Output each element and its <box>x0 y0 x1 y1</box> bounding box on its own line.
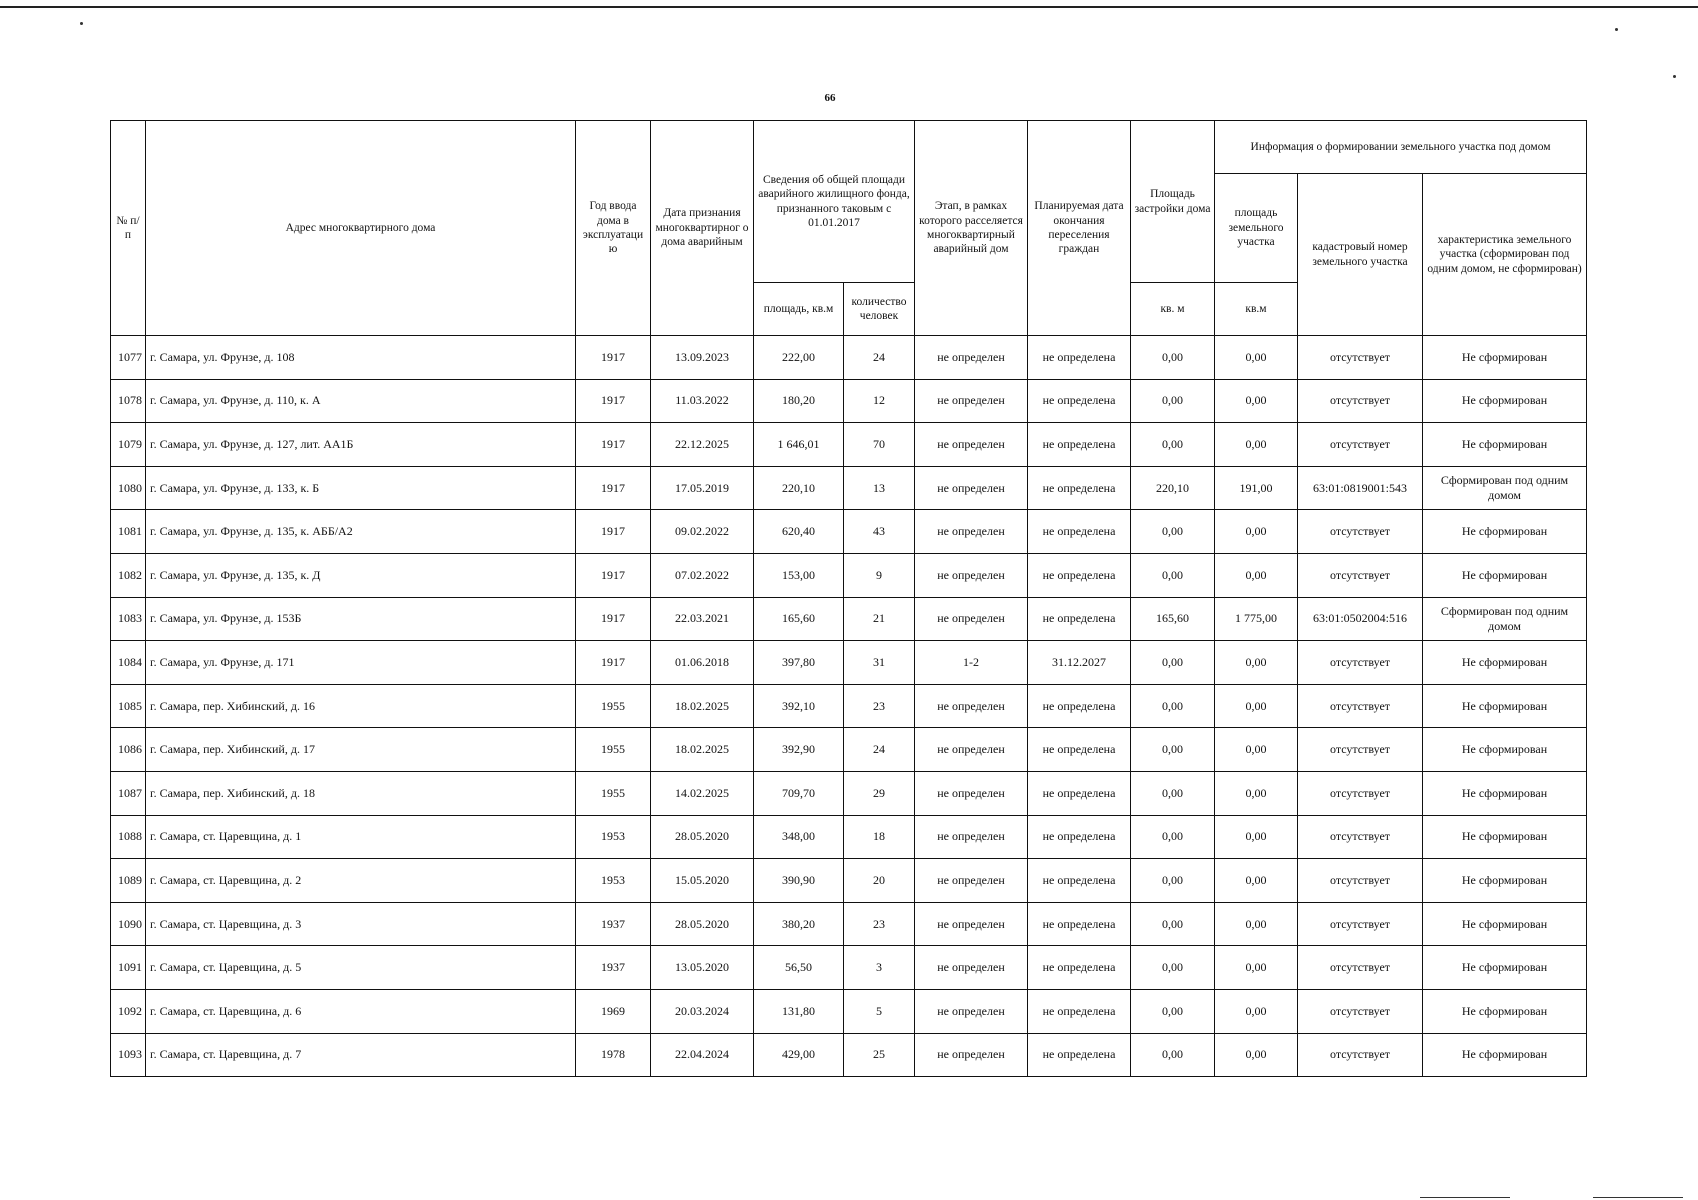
recognition-date-cell: 14.02.2025 <box>651 771 754 815</box>
people-cell: 24 <box>844 728 915 772</box>
people-cell: 23 <box>844 902 915 946</box>
stage-cell: не определен <box>915 553 1028 597</box>
address-cell: г. Самара, пер. Хибинский, д. 16 <box>146 684 576 728</box>
cadastral-cell: отсутствует <box>1298 1033 1423 1077</box>
building-area-cell: 0,00 <box>1131 771 1215 815</box>
status-cell: Не сформирован <box>1423 1033 1587 1077</box>
cadastral-cell: отсутствует <box>1298 902 1423 946</box>
status-cell: Не сформирован <box>1423 728 1587 772</box>
year-cell: 1955 <box>576 728 651 772</box>
table-row <box>111 597 1587 641</box>
area-cell: 392,10 <box>754 684 844 728</box>
address-cell: г. Самара, ул. Фрунзе, д. 110, к. А <box>146 379 576 423</box>
year-cell: 1917 <box>576 466 651 510</box>
land-area-cell: 0,00 <box>1215 423 1298 467</box>
header-building-area: Площадь застройки дома <box>1131 121 1215 283</box>
row-number: 1078 <box>111 379 146 423</box>
area-cell: 380,20 <box>754 902 844 946</box>
header-year: Год ввода дома в эксплуатаци ю <box>576 121 651 336</box>
table-row <box>111 336 1587 380</box>
status-cell: Сформирован под одним домом <box>1423 466 1587 510</box>
address-cell: г. Самара, ст. Царевщина, д. 5 <box>146 946 576 990</box>
emergency-housing-table <box>110 120 1587 1077</box>
recognition-date-cell: 18.02.2025 <box>651 684 754 728</box>
table-row <box>111 641 1587 685</box>
row-number: 1083 <box>111 597 146 641</box>
table-row <box>111 510 1587 554</box>
planned-date-cell: не определена <box>1028 684 1131 728</box>
address-cell: г. Самара, ул. Фрунзе, д. 133, к. Б <box>146 466 576 510</box>
row-number: 1090 <box>111 902 146 946</box>
people-cell: 12 <box>844 379 915 423</box>
cadastral-cell: отсутствует <box>1298 379 1423 423</box>
row-number: 1077 <box>111 336 146 380</box>
header-area-sqm: площадь, кв.м <box>754 283 844 336</box>
cadastral-cell: отсутствует <box>1298 859 1423 903</box>
address-cell: г. Самара, ст. Царевщина, д. 2 <box>146 859 576 903</box>
land-area-cell: 0,00 <box>1215 989 1298 1033</box>
recognition-date-cell: 07.02.2022 <box>651 553 754 597</box>
scan-speck <box>1673 75 1676 78</box>
table-row <box>111 859 1587 903</box>
building-area-cell: 0,00 <box>1131 815 1215 859</box>
stage-cell: не определен <box>915 728 1028 772</box>
status-cell: Не сформирован <box>1423 902 1587 946</box>
year-cell: 1953 <box>576 815 651 859</box>
stage-cell: не определен <box>915 859 1028 903</box>
building-area-cell: 0,00 <box>1131 423 1215 467</box>
building-area-cell: 0,00 <box>1131 684 1215 728</box>
land-area-cell: 0,00 <box>1215 902 1298 946</box>
building-area-cell: 0,00 <box>1131 510 1215 554</box>
recognition-date-cell: 22.03.2021 <box>651 597 754 641</box>
land-area-cell: 0,00 <box>1215 946 1298 990</box>
stage-cell: не определен <box>915 1033 1028 1077</box>
area-cell: 429,00 <box>754 1033 844 1077</box>
row-number: 1089 <box>111 859 146 903</box>
land-area-cell: 0,00 <box>1215 379 1298 423</box>
area-cell: 390,90 <box>754 859 844 903</box>
planned-date-cell: не определена <box>1028 815 1131 859</box>
people-cell: 13 <box>844 466 915 510</box>
people-cell: 18 <box>844 815 915 859</box>
scan-mark <box>1593 1197 1683 1198</box>
land-area-cell: 0,00 <box>1215 859 1298 903</box>
status-cell: Не сформирован <box>1423 379 1587 423</box>
scan-mark <box>1420 1197 1510 1198</box>
cadastral-cell: отсутствует <box>1298 423 1423 467</box>
recognition-date-cell: 28.05.2020 <box>651 902 754 946</box>
land-area-cell: 1 775,00 <box>1215 597 1298 641</box>
people-cell: 31 <box>844 641 915 685</box>
area-cell: 180,20 <box>754 379 844 423</box>
address-cell: г. Самара, пер. Хибинский, д. 17 <box>146 728 576 772</box>
year-cell: 1955 <box>576 771 651 815</box>
year-cell: 1969 <box>576 989 651 1033</box>
recognition-date-cell: 22.12.2025 <box>651 423 754 467</box>
building-area-cell: 220,10 <box>1131 466 1215 510</box>
status-cell: Не сформирован <box>1423 946 1587 990</box>
cadastral-cell: 63:01:0502004:516 <box>1298 597 1423 641</box>
header-land-area: площадь земельного участка <box>1215 174 1298 283</box>
address-cell: г. Самара, ст. Царевщина, д. 1 <box>146 815 576 859</box>
year-cell: 1917 <box>576 510 651 554</box>
area-cell: 1 646,01 <box>754 423 844 467</box>
address-cell: г. Самара, ул. Фрунзе, д. 171 <box>146 641 576 685</box>
stage-cell: 1-2 <box>915 641 1028 685</box>
area-cell: 131,80 <box>754 989 844 1033</box>
cadastral-cell: отсутствует <box>1298 728 1423 772</box>
planned-date-cell: не определена <box>1028 946 1131 990</box>
area-cell: 220,10 <box>754 466 844 510</box>
year-cell: 1917 <box>576 336 651 380</box>
land-area-cell: 0,00 <box>1215 771 1298 815</box>
people-cell: 5 <box>844 989 915 1033</box>
address-cell: г. Самара, ул. Фрунзе, д. 127, лит. АА1Б <box>146 423 576 467</box>
address-cell: г. Самара, ул. Фрунзе, д. 135, к. АББ/А2 <box>146 510 576 554</box>
row-number: 1092 <box>111 989 146 1033</box>
cadastral-cell: отсутствует <box>1298 641 1423 685</box>
planned-date-cell: не определена <box>1028 466 1131 510</box>
year-cell: 1917 <box>576 641 651 685</box>
building-area-cell: 0,00 <box>1131 902 1215 946</box>
building-area-cell: 0,00 <box>1131 859 1215 903</box>
planned-date-cell: не определена <box>1028 1033 1131 1077</box>
stage-cell: не определен <box>915 466 1028 510</box>
land-area-cell: 0,00 <box>1215 684 1298 728</box>
row-number: 1085 <box>111 684 146 728</box>
planned-date-cell: не определена <box>1028 771 1131 815</box>
header-cadastral: кадастровый номер земельного участка <box>1298 174 1423 336</box>
year-cell: 1953 <box>576 859 651 903</box>
stage-cell: не определен <box>915 510 1028 554</box>
status-cell: Сформирован под одним домом <box>1423 597 1587 641</box>
planned-date-cell: не определена <box>1028 902 1131 946</box>
year-cell: 1917 <box>576 553 651 597</box>
people-cell: 9 <box>844 553 915 597</box>
address-cell: г. Самара, ст. Царевщина, д. 3 <box>146 902 576 946</box>
stage-cell: не определен <box>915 815 1028 859</box>
recognition-date-cell: 15.05.2020 <box>651 859 754 903</box>
table-row <box>111 771 1587 815</box>
status-cell: Не сформирован <box>1423 815 1587 859</box>
row-number: 1084 <box>111 641 146 685</box>
land-area-cell: 0,00 <box>1215 815 1298 859</box>
row-number: 1087 <box>111 771 146 815</box>
header-land-area-unit: кв.м <box>1215 283 1298 336</box>
row-number: 1093 <box>111 1033 146 1077</box>
status-cell: Не сформирован <box>1423 423 1587 467</box>
header-recognition-date: Дата признания многоквартирног о дома аварийным <box>651 121 754 336</box>
land-area-cell: 191,00 <box>1215 466 1298 510</box>
table-body <box>111 336 1587 1077</box>
people-cell: 25 <box>844 1033 915 1077</box>
people-cell: 21 <box>844 597 915 641</box>
cadastral-cell: отсутствует <box>1298 946 1423 990</box>
cadastral-cell: отсутствует <box>1298 771 1423 815</box>
building-area-cell: 165,60 <box>1131 597 1215 641</box>
table-row <box>111 815 1587 859</box>
stage-cell: не определен <box>915 902 1028 946</box>
scan-speck <box>1615 28 1618 31</box>
cadastral-cell: 63:01:0819001:543 <box>1298 466 1423 510</box>
stage-cell: не определен <box>915 597 1028 641</box>
table-row <box>111 684 1587 728</box>
header-housing-info: Сведения об общей площади аварийного жилищного фонда, признанного таковым с 01.01.2017 <box>754 121 915 283</box>
table-row <box>111 466 1587 510</box>
address-cell: г. Самара, ул. Фрунзе, д. 108 <box>146 336 576 380</box>
area-cell: 709,70 <box>754 771 844 815</box>
recognition-date-cell: 13.05.2020 <box>651 946 754 990</box>
planned-date-cell: не определена <box>1028 597 1131 641</box>
stage-cell: не определен <box>915 771 1028 815</box>
area-cell: 392,90 <box>754 728 844 772</box>
building-area-cell: 0,00 <box>1131 336 1215 380</box>
building-area-cell: 0,00 <box>1131 1033 1215 1077</box>
page-number: 66 <box>824 92 836 104</box>
status-cell: Не сформирован <box>1423 684 1587 728</box>
cadastral-cell: отсутствует <box>1298 510 1423 554</box>
recognition-date-cell: 11.03.2022 <box>651 379 754 423</box>
people-cell: 70 <box>844 423 915 467</box>
table-row <box>111 728 1587 772</box>
land-area-cell: 0,00 <box>1215 728 1298 772</box>
area-cell: 165,60 <box>754 597 844 641</box>
year-cell: 1978 <box>576 1033 651 1077</box>
building-area-cell: 0,00 <box>1131 641 1215 685</box>
header-characteristic: характеристика земельного участка (сформирован под одним домом, не сформирован) <box>1423 174 1587 336</box>
year-cell: 1937 <box>576 902 651 946</box>
building-area-cell: 0,00 <box>1131 379 1215 423</box>
cadastral-cell: отсутствует <box>1298 815 1423 859</box>
recognition-date-cell: 28.05.2020 <box>651 815 754 859</box>
row-number: 1081 <box>111 510 146 554</box>
year-cell: 1917 <box>576 423 651 467</box>
land-area-cell: 0,00 <box>1215 1033 1298 1077</box>
people-cell: 24 <box>844 336 915 380</box>
planned-date-cell: 31.12.2027 <box>1028 641 1131 685</box>
row-number: 1091 <box>111 946 146 990</box>
header-address: Адрес многоквартирного дома <box>146 121 576 336</box>
table-row <box>111 989 1587 1033</box>
header-land-info: Информация о формировании земельного участка под домом <box>1215 121 1587 174</box>
row-number: 1080 <box>111 466 146 510</box>
year-cell: 1917 <box>576 379 651 423</box>
planned-date-cell: не определена <box>1028 728 1131 772</box>
planned-date-cell: не определена <box>1028 336 1131 380</box>
recognition-date-cell: 20.03.2024 <box>651 989 754 1033</box>
stage-cell: не определен <box>915 989 1028 1033</box>
cadastral-cell: отсутствует <box>1298 989 1423 1033</box>
stage-cell: не определен <box>915 423 1028 467</box>
table-row <box>111 946 1587 990</box>
area-cell: 620,40 <box>754 510 844 554</box>
people-cell: 20 <box>844 859 915 903</box>
top-border-line <box>0 6 1698 8</box>
people-cell: 29 <box>844 771 915 815</box>
table-row <box>111 553 1587 597</box>
recognition-date-cell: 01.06.2018 <box>651 641 754 685</box>
status-cell: Не сформирован <box>1423 641 1587 685</box>
scan-speck <box>80 22 83 25</box>
row-number: 1082 <box>111 553 146 597</box>
area-cell: 397,80 <box>754 641 844 685</box>
planned-date-cell: не определена <box>1028 859 1131 903</box>
people-cell: 43 <box>844 510 915 554</box>
address-cell: г. Самара, ст. Царевщина, д. 7 <box>146 1033 576 1077</box>
building-area-cell: 0,00 <box>1131 553 1215 597</box>
year-cell: 1955 <box>576 684 651 728</box>
header-planned-date: Планируемая дата окончания переселения граждан <box>1028 121 1131 336</box>
land-area-cell: 0,00 <box>1215 336 1298 380</box>
building-area-cell: 0,00 <box>1131 946 1215 990</box>
row-number: 1079 <box>111 423 146 467</box>
status-cell: Не сформирован <box>1423 510 1587 554</box>
planned-date-cell: не определена <box>1028 989 1131 1033</box>
recognition-date-cell: 22.04.2024 <box>651 1033 754 1077</box>
stage-cell: не определен <box>915 336 1028 380</box>
land-area-cell: 0,00 <box>1215 641 1298 685</box>
stage-cell: не определен <box>915 946 1028 990</box>
cadastral-cell: отсутствует <box>1298 684 1423 728</box>
area-cell: 56,50 <box>754 946 844 990</box>
planned-date-cell: не определена <box>1028 553 1131 597</box>
recognition-date-cell: 13.09.2023 <box>651 336 754 380</box>
row-number: 1088 <box>111 815 146 859</box>
header-no: № п/п <box>111 121 146 336</box>
people-cell: 3 <box>844 946 915 990</box>
building-area-cell: 0,00 <box>1131 989 1215 1033</box>
status-cell: Не сформирован <box>1423 336 1587 380</box>
address-cell: г. Самара, пер. Хибинский, д. 18 <box>146 771 576 815</box>
area-cell: 222,00 <box>754 336 844 380</box>
land-area-cell: 0,00 <box>1215 510 1298 554</box>
year-cell: 1917 <box>576 597 651 641</box>
address-cell: г. Самара, ул. Фрунзе, д. 135, к. Д <box>146 553 576 597</box>
row-number: 1086 <box>111 728 146 772</box>
header-building-area-unit: кв. м <box>1131 283 1215 336</box>
table-row <box>111 423 1587 467</box>
table-row <box>111 902 1587 946</box>
planned-date-cell: не определена <box>1028 379 1131 423</box>
status-cell: Не сформирован <box>1423 771 1587 815</box>
cadastral-cell: отсутствует <box>1298 553 1423 597</box>
planned-date-cell: не определена <box>1028 423 1131 467</box>
people-cell: 23 <box>844 684 915 728</box>
recognition-date-cell: 17.05.2019 <box>651 466 754 510</box>
table-row <box>111 1033 1587 1077</box>
header-people-count: количество человек <box>844 283 915 336</box>
stage-cell: не определен <box>915 379 1028 423</box>
address-cell: г. Самара, ст. Царевщина, д. 6 <box>146 989 576 1033</box>
recognition-date-cell: 09.02.2022 <box>651 510 754 554</box>
status-cell: Не сформирован <box>1423 859 1587 903</box>
cadastral-cell: отсутствует <box>1298 336 1423 380</box>
recognition-date-cell: 18.02.2025 <box>651 728 754 772</box>
stage-cell: не определен <box>915 684 1028 728</box>
header-stage: Этап, в рамках которого расселяется многоквартирный аварийный дом <box>915 121 1028 336</box>
land-area-cell: 0,00 <box>1215 553 1298 597</box>
area-cell: 153,00 <box>754 553 844 597</box>
status-cell: Не сформирован <box>1423 989 1587 1033</box>
status-cell: Не сформирован <box>1423 553 1587 597</box>
planned-date-cell: не определена <box>1028 510 1131 554</box>
address-cell: г. Самара, ул. Фрунзе, д. 153Б <box>146 597 576 641</box>
area-cell: 348,00 <box>754 815 844 859</box>
year-cell: 1937 <box>576 946 651 990</box>
table-row <box>111 379 1587 423</box>
building-area-cell: 0,00 <box>1131 728 1215 772</box>
